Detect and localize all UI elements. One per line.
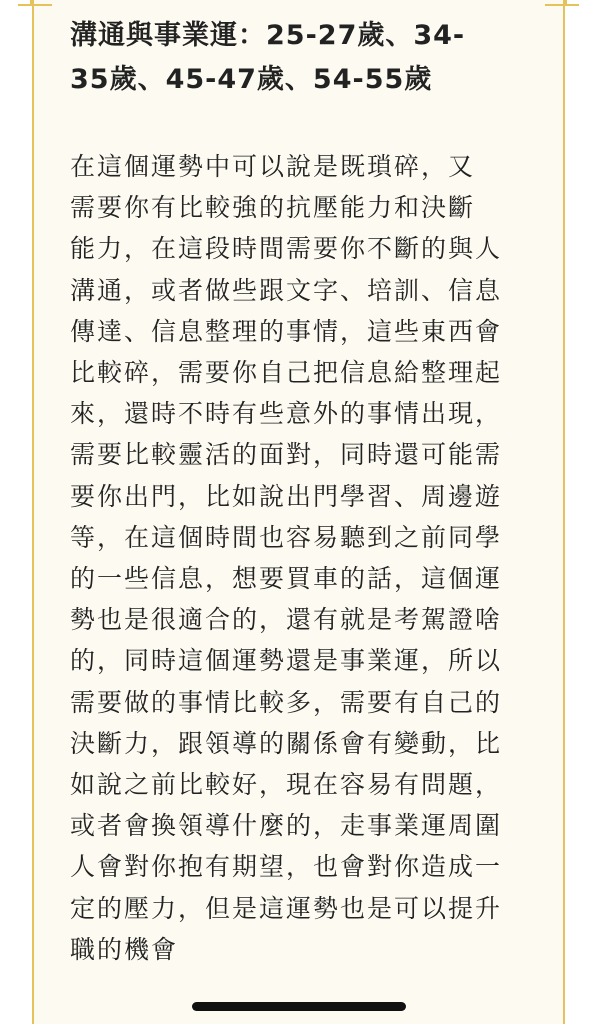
paragraph-line: 的一些信息，想要買車的話，這個運 xyxy=(70,564,503,594)
paragraph-line: 職的機會 xyxy=(70,934,179,964)
paragraph-line: 如說之前比較好，現在容易有問題， xyxy=(70,770,503,800)
paragraph-line: 溝通，或者做些跟文字、培訓、信息 xyxy=(70,275,503,305)
paragraph-line: 傳達、信息整理的事情，這些東西會 xyxy=(70,316,503,346)
paragraph-line: 勢也是很適合的，還有就是考駕證啥 xyxy=(70,605,503,635)
right-frame-corner xyxy=(545,0,565,6)
paragraph-line: 要你出門，比如說出門學習、周邊遊 xyxy=(70,481,503,511)
paragraph-line: 的，同時這個運勢還是事業運，所以 xyxy=(70,646,503,676)
right-frame-ornament xyxy=(565,0,579,6)
paragraph-line: 人會對你抱有期望，也會對你造成一 xyxy=(70,852,503,882)
left-frame-ornament xyxy=(18,0,32,6)
paragraph-line: 在這個運勢中可以說是既瑣碎，又 xyxy=(70,152,476,181)
paragraph-line: 能力，在這段時間需要你不斷的與人 xyxy=(70,234,503,264)
article-paragraph xyxy=(70,146,550,970)
paragraph-line: 定的壓力，但是這運勢也是可以提升 xyxy=(70,893,503,923)
paragraph-line: 決斷力，跟領導的關係會有變動，比 xyxy=(70,728,503,758)
paragraph-line: 需要做的事情比較多，需要有自己的 xyxy=(70,687,503,717)
left-frame-corner xyxy=(32,0,52,6)
section-heading xyxy=(70,14,540,102)
paragraph-line: 需要你有比較強的抗壓能力和決斷 xyxy=(70,193,476,223)
paragraph-line: 來，還時不時有些意外的事情出現， xyxy=(70,399,503,429)
paragraph-line: 比較碎，需要你自己把信息給整理起 xyxy=(70,358,503,388)
heading-line: 35歲、45-47歲、54-55歲 xyxy=(70,64,433,95)
heading-line: 溝通與事業運：25-27歲、34- xyxy=(70,20,466,51)
paragraph-line: 或者會換領導什麼的，走事業運周圍 xyxy=(70,811,503,841)
paragraph-line: 需要比較靈活的面對，同時還可能需 xyxy=(70,440,503,470)
home-indicator-bar[interactable] xyxy=(192,1002,406,1011)
paragraph-line: 等，在這個時間也容易聽到之前同學 xyxy=(70,522,503,552)
